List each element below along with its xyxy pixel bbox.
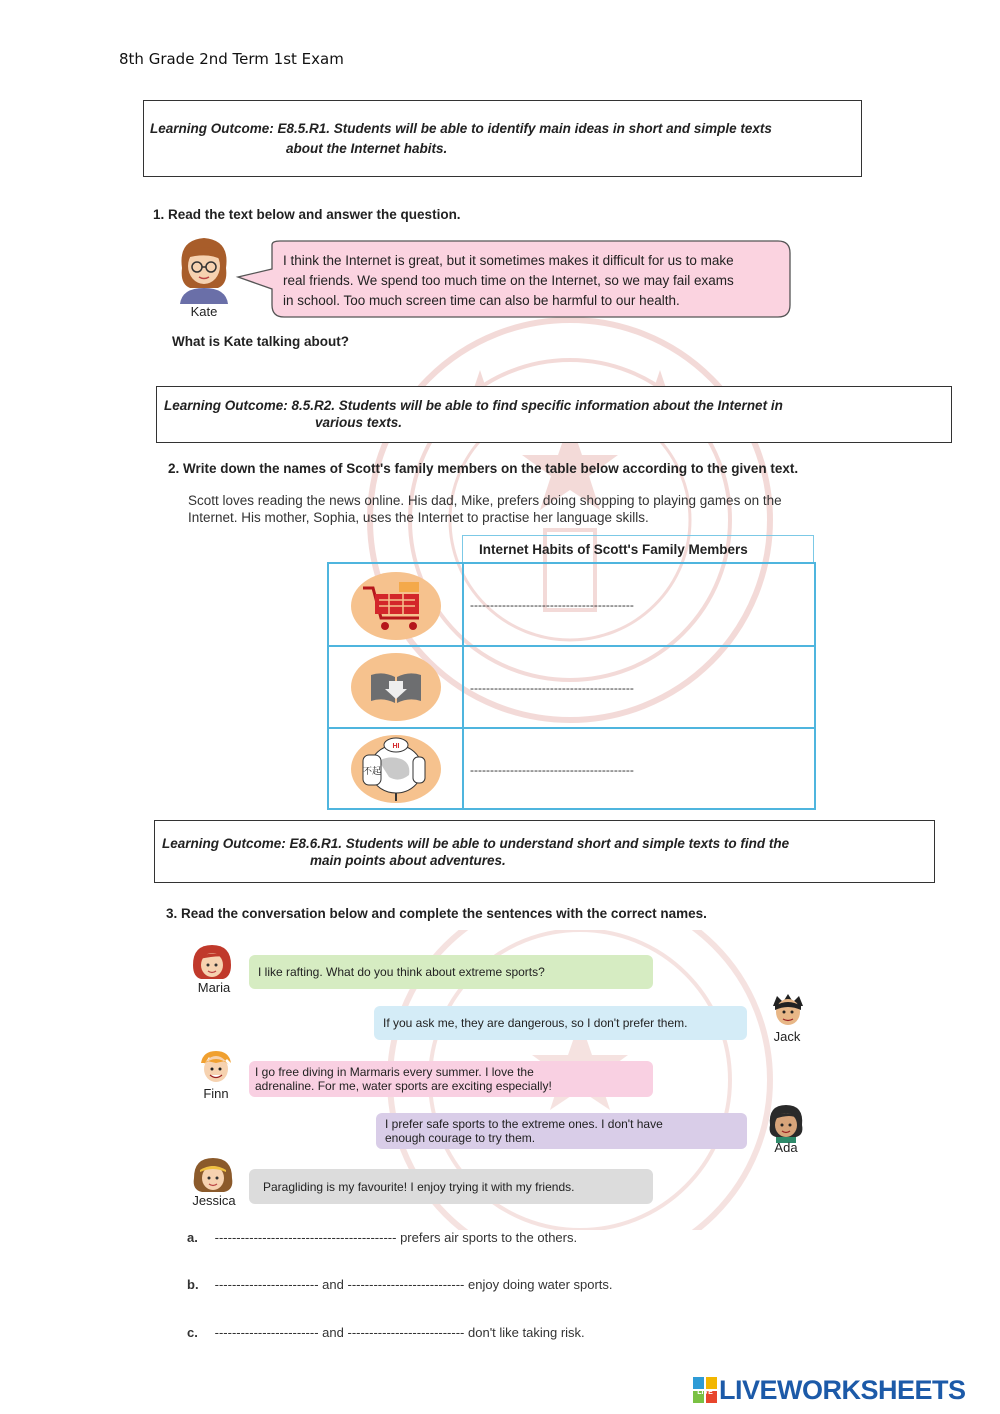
- jessica-speech-bubble: [249, 1169, 653, 1204]
- learning-outcome-1-line1: Learning Outcome: E8.5.R1. Students will be able to identify main ideas in short and simple texts: [150, 121, 772, 136]
- question-2-text-line-1: Scott loves reading the news online. His dad, Mike, prefers doing shopping to playing games on the: [188, 493, 782, 508]
- maria-avatar: [189, 943, 235, 983]
- finn-line-2: adrenaline. For me, water sports are exciting especially!: [255, 1079, 552, 1093]
- finn-name: Finn: [203, 1086, 229, 1101]
- kate-avatar: [172, 232, 236, 304]
- sentence-b-blank-2[interactable]: ---------------------------: [347, 1277, 465, 1292]
- habits-table-header-text: Internet Habits of Scott's Family Members: [479, 542, 748, 557]
- question-1-prompt: What is Kate talking about?: [172, 334, 350, 349]
- habits-table: [327, 535, 816, 810]
- table-answer-2[interactable]: -----------------------------------------: [470, 681, 634, 695]
- ada-line-1: I prefer safe sports to the extreme ones. I don't have: [385, 1117, 663, 1131]
- kate-bubble-line-2: real friends. We spend too much time on the Internet, so we may fail exams: [283, 273, 734, 288]
- learning-outcome-box-3: [154, 820, 935, 883]
- sentence-a-label: a.: [187, 1230, 198, 1245]
- learning-outcome-3-line2: main points about adventures.: [310, 853, 506, 868]
- sentence-a-blank[interactable]: ------------------------------------------: [214, 1230, 397, 1245]
- sentence-c-rest: don't like taking risk.: [468, 1325, 585, 1340]
- lang-hi-label: HI: [392, 743, 400, 750]
- sentence-c: [187, 1325, 585, 1340]
- lang-cjk-label: 不起: [362, 767, 382, 777]
- maria-line: I like rafting. What do you think about extreme sports?: [258, 965, 545, 979]
- liveworksheets-logo: [693, 1375, 966, 1405]
- sentence-b-blank-1[interactable]: ------------------------: [214, 1277, 319, 1292]
- jack-avatar: [769, 992, 807, 1030]
- sentence-b: [187, 1277, 613, 1292]
- habits-table-body: [327, 562, 816, 810]
- news-book-icon: [349, 651, 443, 723]
- liveworksheets-badge-text: LIVE: [697, 1389, 713, 1396]
- jack-speech-bubble: [374, 1006, 747, 1040]
- liveworksheets-wordmark: LIVEWORKSHEETS: [719, 1374, 966, 1405]
- sentence-b-and: and: [322, 1277, 344, 1292]
- jessica-name: Jessica: [192, 1193, 236, 1208]
- ada-avatar: [766, 1103, 806, 1143]
- finn-avatar: [197, 1049, 235, 1085]
- learning-outcome-box-1: [143, 100, 862, 177]
- sentence-c-blank-2[interactable]: ---------------------------: [347, 1325, 465, 1340]
- sentence-c-label: c.: [187, 1325, 198, 1340]
- finn-speech-bubble: [249, 1061, 653, 1097]
- learning-outcome-box-2: [156, 386, 952, 443]
- kate-bubble-line-1: I think the Internet is great, but it sometimes makes it difficult for us to make: [283, 253, 734, 268]
- jack-name: Jack: [773, 1029, 801, 1044]
- question-2-text-line-2: Internet. His mother, Sophia, uses the Internet to practise her language skills.: [188, 510, 649, 525]
- kate-bubble-text: [283, 251, 734, 311]
- jessica-avatar: [190, 1156, 236, 1196]
- table-row: [329, 647, 814, 727]
- finn-line-1: I go free diving in Marmaris every summer. I love the: [255, 1065, 534, 1079]
- exam-title: 8th Grade 2nd Term 1st Exam: [119, 50, 344, 68]
- table-row: [329, 729, 814, 808]
- jack-line: If you ask me, they are dangerous, so I don't prefer them.: [383, 1016, 688, 1030]
- sentence-b-rest: enjoy doing water sports.: [468, 1277, 613, 1292]
- ada-line-2: enough courage to try them.: [385, 1131, 536, 1145]
- habits-table-header: [462, 535, 814, 562]
- question-3-title: 3. Read the conversation below and complete the sentences with the correct names.: [166, 906, 707, 921]
- language-globe-icon: [349, 733, 443, 805]
- sentence-b-label: b.: [187, 1277, 199, 1292]
- shopping-cart-icon: [349, 570, 443, 642]
- table-row: [329, 564, 814, 645]
- ada-speech-bubble: [376, 1113, 747, 1149]
- liveworksheets-badge-icon: [693, 1377, 717, 1403]
- maria-speech-bubble: [249, 955, 653, 989]
- learning-outcome-2-line1: Learning Outcome: 8.5.R2. Students will be able to find specific information about the Internet in: [164, 398, 783, 413]
- learning-outcome-2-line2: various texts.: [315, 415, 403, 430]
- jessica-line: Paragliding is my favourite! I enjoy trying it with my friends.: [263, 1179, 575, 1194]
- sentence-c-and: and: [322, 1325, 344, 1340]
- question-2-title: 2. Write down the names of Scott's family members on the table below according to the given text.: [168, 461, 799, 476]
- learning-outcome-3-line1: Learning Outcome: E8.6.R1. Students will be able to understand short and simple texts to find the: [162, 836, 790, 851]
- kate-name: Kate: [190, 304, 218, 319]
- ada-name: Ada: [774, 1140, 798, 1155]
- question-2-text: [188, 492, 782, 526]
- question-1-title: 1. Read the text below and answer the question.: [153, 207, 461, 222]
- sentence-a-rest: prefers air sports to the others.: [400, 1230, 578, 1245]
- learning-outcome-1-line2: about the Internet habits.: [286, 141, 448, 156]
- kate-bubble-line-3: in school. Too much screen time can also be harmful to our health.: [283, 293, 680, 308]
- table-answer-1[interactable]: -----------------------------------------: [470, 598, 634, 612]
- sentence-a: [187, 1230, 577, 1245]
- maria-name: Maria: [197, 980, 231, 995]
- sentence-c-blank-1[interactable]: ------------------------: [214, 1325, 319, 1340]
- table-answer-3[interactable]: -----------------------------------------: [470, 763, 634, 777]
